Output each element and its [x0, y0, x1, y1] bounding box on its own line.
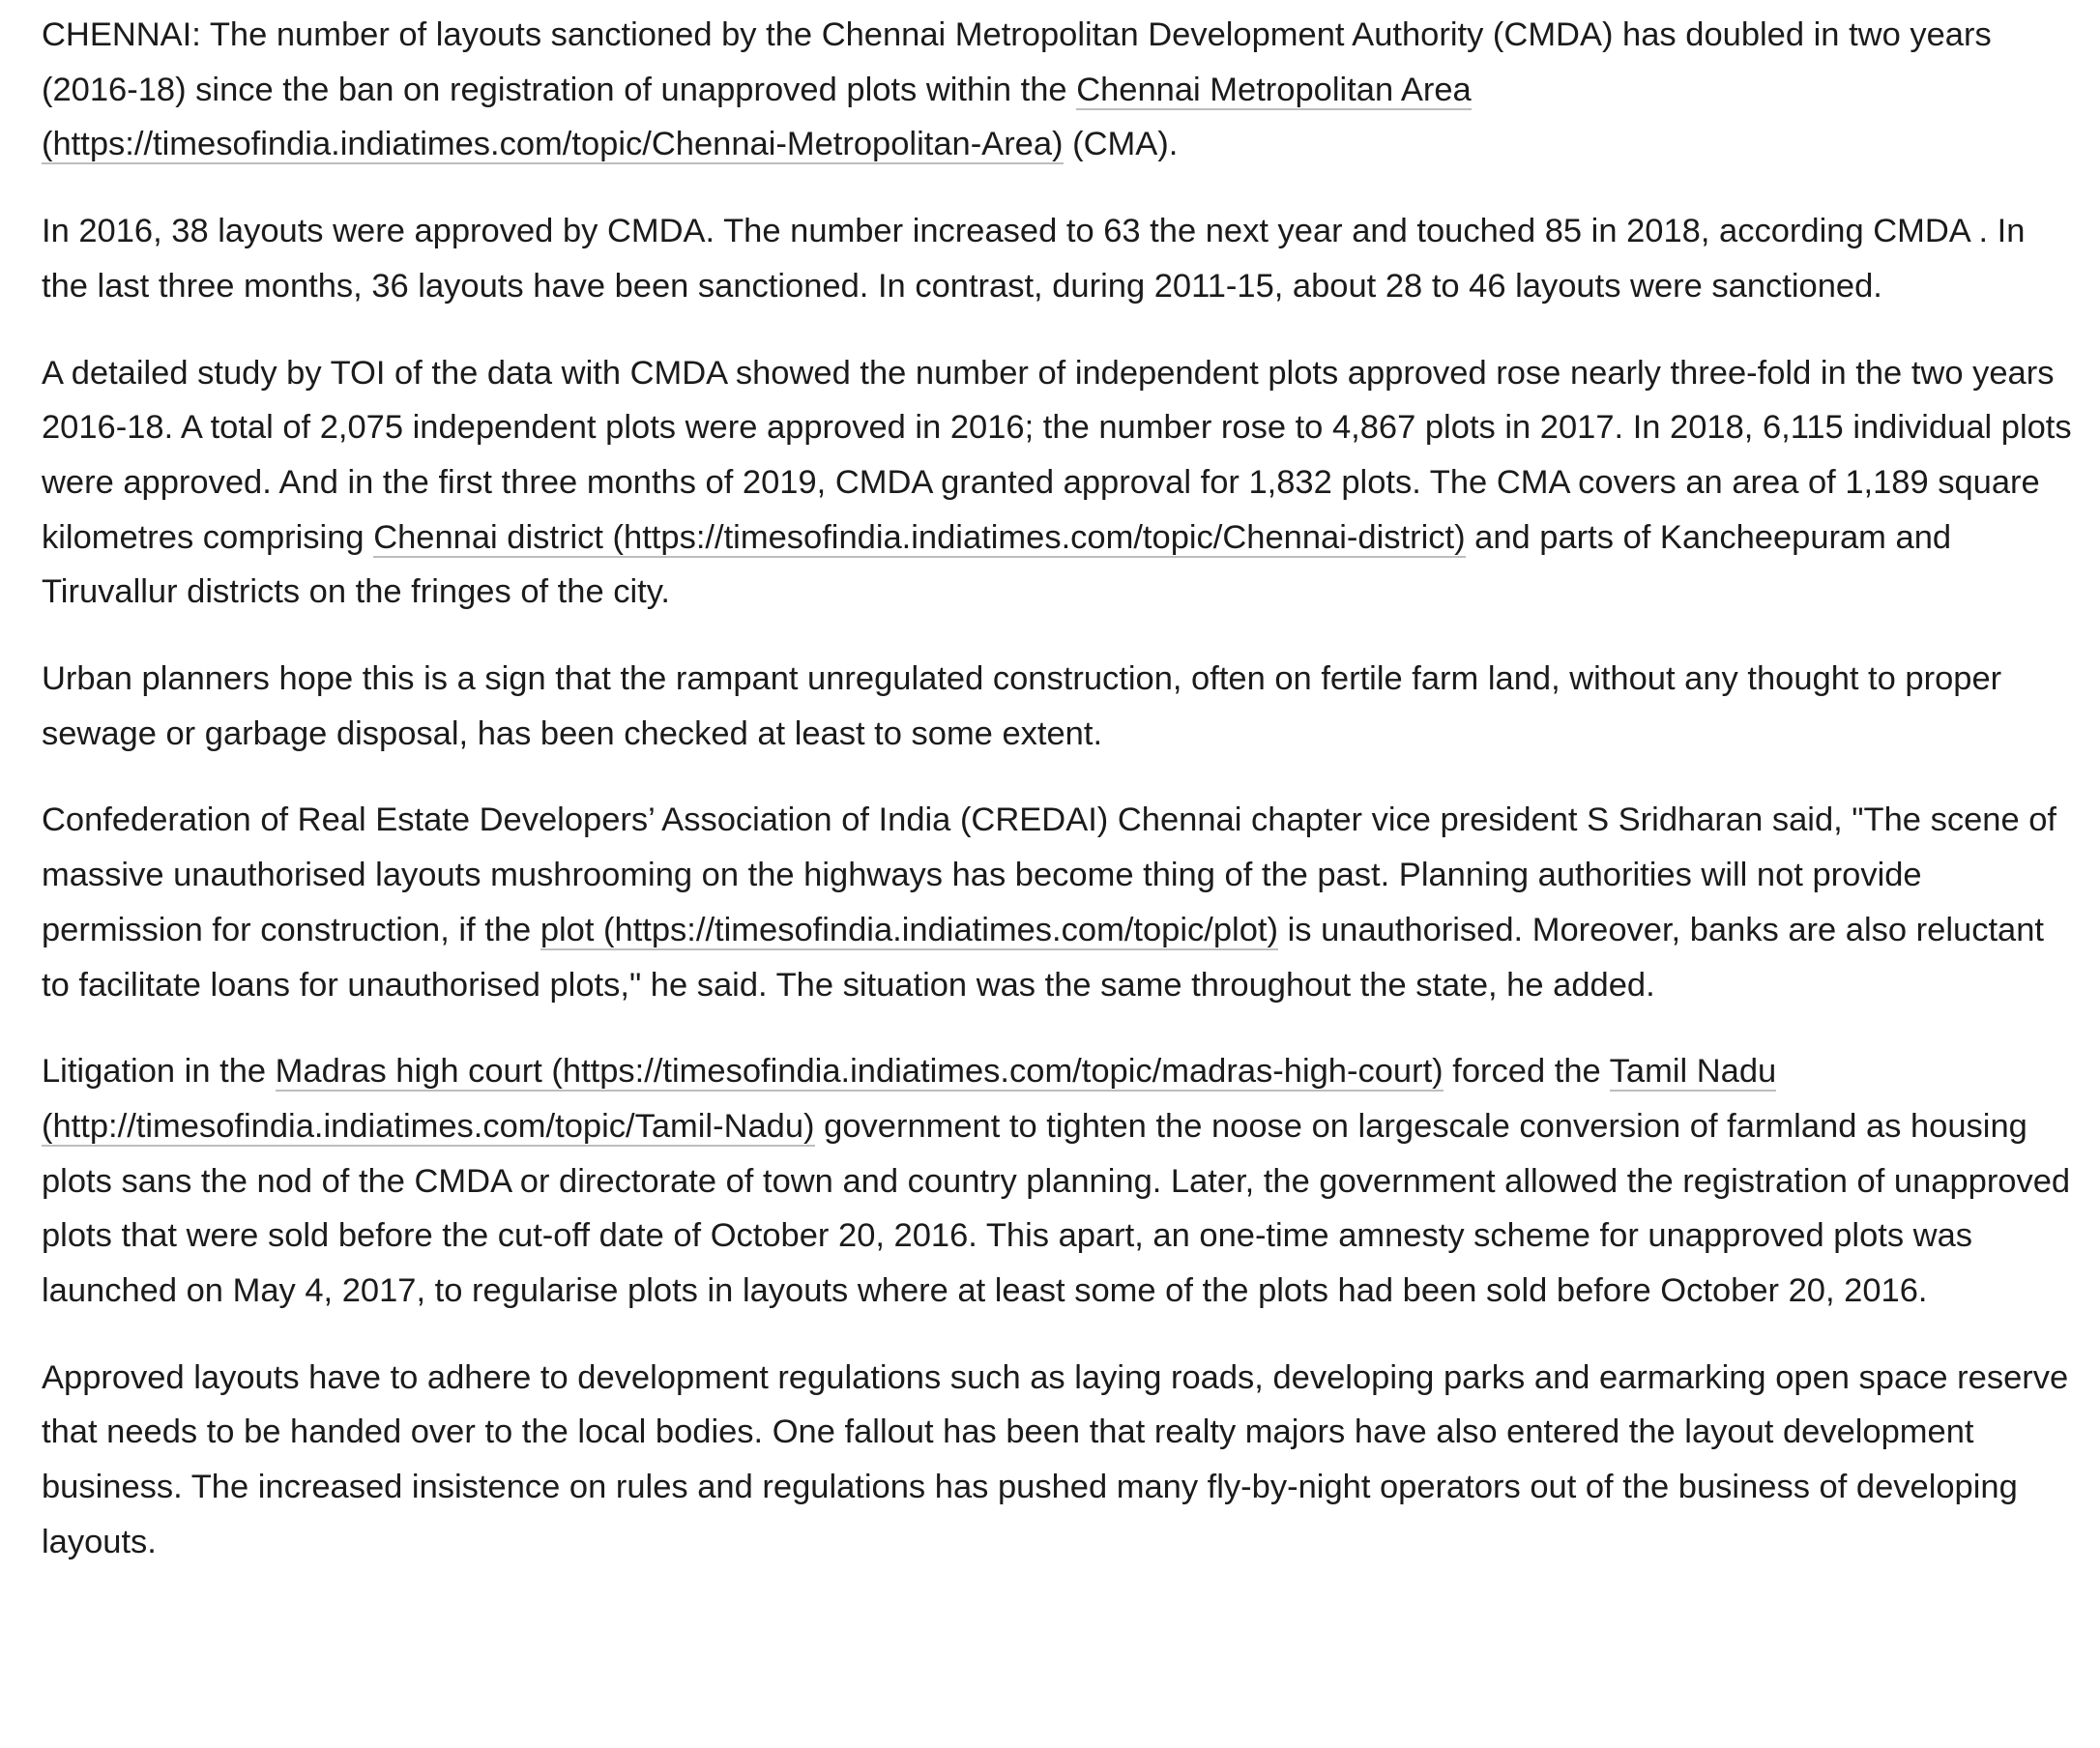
paragraph-text: Confederation of Real Estate Developers’ Association of India (CREDAI) Chennai chapter vice president S Sridharan said, "The scene of massive unauthorised layouts mushrooming on the highways has become thing of the past. Planning authorities will not provide permission for construction, if the: [42, 801, 2056, 948]
paragraph-text: Urban planners hope this is a sign that the rampant unregulated construction, often on fertile farm land, without any thought to proper sewage or garbage disposal, has been checked at least to some extent.: [42, 660, 2002, 752]
paragraph-text: Approved layouts have to adhere to development regulations such as laying roads, developing parks and earmarking open space reserve that needs to be handed over to the local bodies. One fallout has been that realty majors have also entered the layout development business. The increased insistence on rules and regulations has pushed many fly-by-night operators out of the business of developing layouts.: [42, 1358, 2069, 1560]
article-paragraph: [42, 204, 2077, 313]
paragraph-text: Litigation in the: [42, 1053, 276, 1091]
paragraph-text: forced the: [1443, 1053, 1610, 1091]
paragraph-text: and parts of Kancheepuram and Tiruvallur districts on the fringes of the city.: [42, 518, 1952, 611]
article-paragraph: [42, 652, 2077, 761]
paragraph-text: CHENNAI: The number of layouts sanctioned by the Chennai Metropolitan Development Authority (CMDA) has doubled in two years (2016-18) since the ban on registration of unapproved plots within the: [42, 16, 1992, 108]
paragraph-text: (CMA).: [1063, 126, 1179, 163]
topic-link[interactable]: Chennai district (https://timesofindia.indiatimes.com/topic/Chennai-district): [373, 518, 1466, 556]
article-paragraph: [42, 346, 2077, 621]
paragraph-text: In 2016, 38 layouts were approved by CMDA. The number increased to 63 the next year and touched 85 in 2018, according CMDA . In the last three months, 36 layouts have been sanctioned. In contrast, during 2011-15, about 28 to 46 layouts were sanctioned.: [42, 213, 2026, 305]
topic-link[interactable]: Tamil Nadu (http://timesofindia.indiatimes.com/topic/Tamil-Nadu): [42, 1053, 1777, 1145]
article-paragraph: [42, 1351, 2077, 1570]
topic-link[interactable]: Chennai Metropolitan Area (https://timesofindia.indiatimes.com/topic/Chennai-Metropolitan-Area): [42, 71, 1472, 163]
topic-link[interactable]: Madras high court (https://timesofindia.indiatimes.com/topic/madras-high-court): [275, 1053, 1444, 1091]
topic-link[interactable]: plot (https://timesofindia.indiatimes.com/topic/plot): [540, 911, 1278, 948]
article-paragraph: [42, 793, 2077, 1012]
paragraph-text: A detailed study by TOI of the data with CMDA showed the number of independent plots approved rose nearly three-fold in the two years 2016-18. A total of 2,075 independent plots were approved in 2016; the number rose to 4,867 plots in 2017. In 2018, 6,115 individual plots were approved. And in the first three months of 2019, CMDA granted approval for 1,832 plots. The CMA covers an area of 1,189 square kilometres comprising: [42, 354, 2072, 556]
article-paragraph: [42, 8, 2077, 172]
article-paragraph: [42, 1044, 2077, 1319]
paragraph-text: government to tighten the noose on largescale conversion of farmland as housing plots sans the nod of the CMDA or directorate of town and country planning. Later, the government allowed the registration of unapproved plots that were sold before the cut-off date of October 20, 2016. This apart, an one-time amnesty scheme for unapproved plots was launched on May 4, 2017, to regularise plots in layouts where at least some of the plots had been sold before October 20, 2016.: [42, 1107, 2071, 1310]
paragraph-text: is unauthorised. Moreover, banks are also reluctant to facilitate loans for unauthorised plots," he said. The situation was the same throughout the state, he added.: [42, 911, 2045, 1004]
